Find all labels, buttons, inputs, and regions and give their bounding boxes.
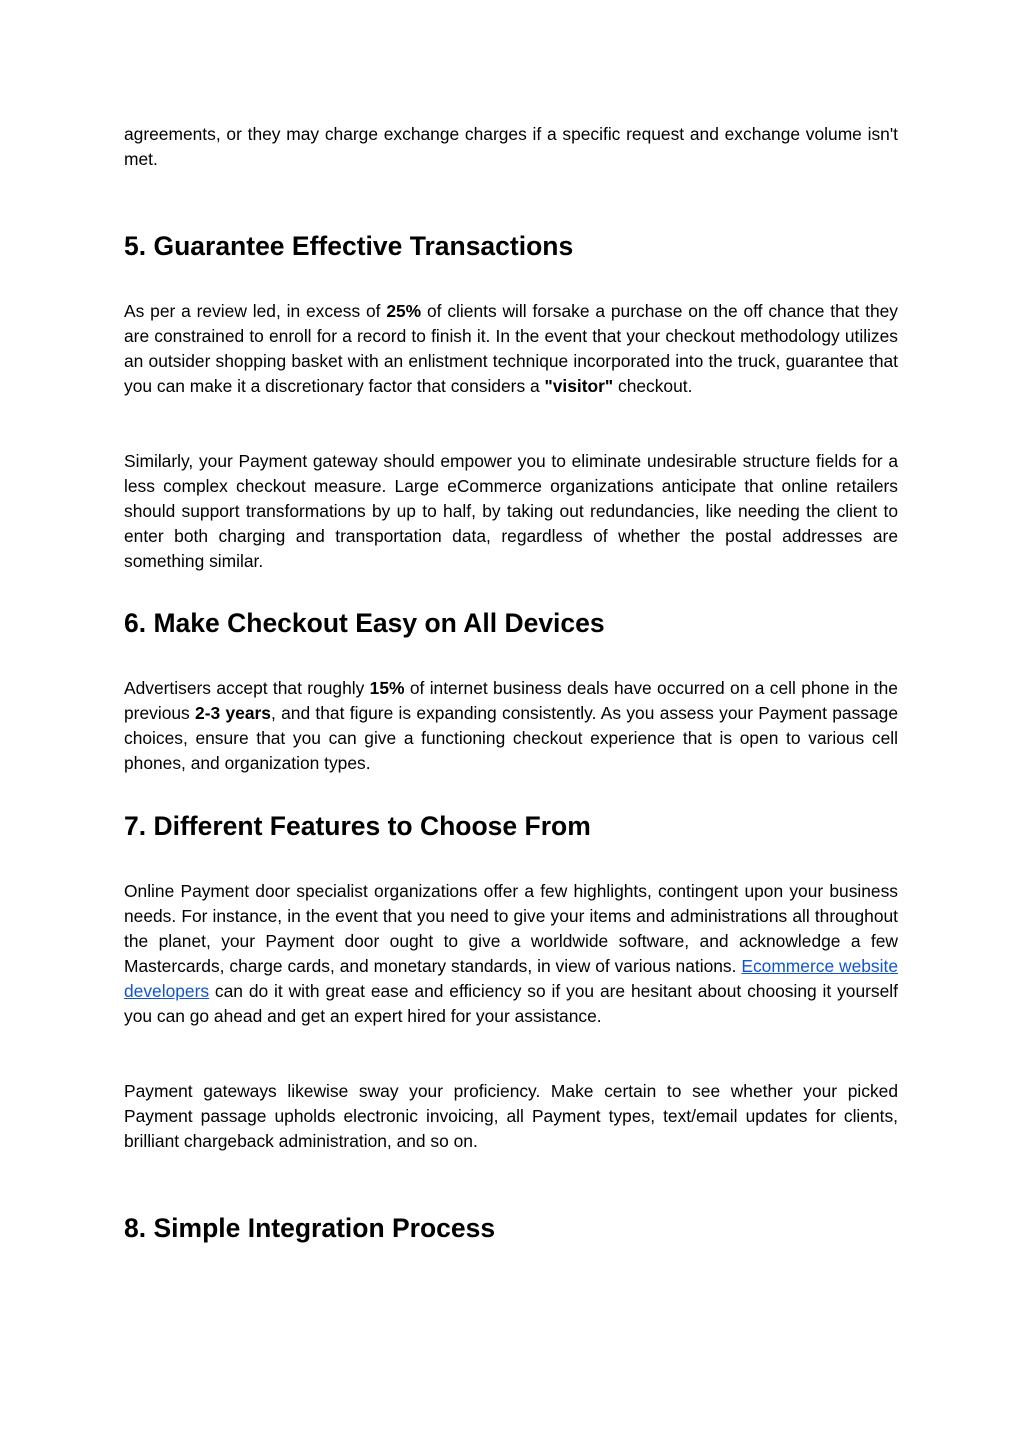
- s7p1-text-b: can do it with great ease and efficiency so if you are hesitant about choosing it yourself you can go ahead and get an expert hired for your assistance.: [124, 981, 898, 1026]
- intro-paragraph: [124, 122, 898, 172]
- s6p1-bold-percent: 15%: [369, 678, 405, 698]
- section-5-paragraph-2: [124, 449, 898, 574]
- s5p1-text-d: checkout.: [613, 376, 693, 396]
- section-7-heading: 7. Different Features to Choose From: [124, 811, 591, 841]
- section-5-paragraph-1: [124, 299, 898, 399]
- s6p1-bold-years: 2-3 years: [195, 703, 271, 723]
- s7p2-text: Payment gateways likewise sway your proficiency. Make certain to see whether your picked Payment passage upholds electronic invoicing, all Payment types, text/email updates for clients, brilliant chargeback administration, and so on.: [124, 1081, 898, 1151]
- section-8-heading: 8. Simple Integration Process: [124, 1213, 496, 1243]
- s5p1-bold-percent: 25%: [386, 301, 422, 321]
- section-7-paragraph-1: [124, 879, 898, 1029]
- intro-text: agreements, or they may charge exchange charges if a specific request and exchange volume isn't met.: [124, 124, 898, 169]
- ecommerce-developers-link[interactable]: Ecommerce website developers: [124, 956, 898, 1001]
- section-6-paragraph-1: [124, 676, 898, 776]
- s6p1-text-a: Advertisers accept that roughly: [124, 678, 370, 698]
- s5p1-text-c: of clients will forsake a purchase on the off chance that they are constrained to enroll for a record to finish it. In the event that your checkout methodology utilizes an outsider shopping basket with an enlistment technique incorporated into the truck, guarantee that you can make it a discretionary factor that considers a: [124, 301, 898, 396]
- s6p1-text-c: of internet business deals have occurred on a cell phone in the previous: [124, 678, 898, 723]
- s5p1-text-a: As per a review led, in excess of: [124, 301, 387, 321]
- s6p1-text-d: , and that figure is expanding consistently. As you assess your Payment passage choices, ensure that you can give a functioning checkout experience that is open to various cell phones, and organization types.: [124, 703, 898, 773]
- s7p1-text-a: Online Payment door specialist organizations offer a few highlights, contingent upon your business needs. For instance, in the event that you need to give your items and administrations all throughout the planet, your Payment door ought to give a worldwide software, and acknowledge a few Mastercards, charge cards, and monetary standards, in view of various nations.: [124, 881, 898, 976]
- s5p1-bold-visitor: "visitor": [544, 376, 614, 396]
- section-5-heading: 5. Guarantee Effective Transactions: [124, 231, 574, 261]
- section-7-paragraph-2: [124, 1079, 898, 1154]
- section-6-heading: 6. Make Checkout Easy on All Devices: [124, 608, 605, 638]
- s5p2-text: Similarly, your Payment gateway should empower you to eliminate undesirable structure fields for a less complex checkout measure. Large eCommerce organizations anticipate that online retailers should support transformations by up to half, by taking out redundancies, like needing the client to enter both charging and transportation data, regardless of whether the postal addresses are something similar.: [124, 451, 898, 571]
